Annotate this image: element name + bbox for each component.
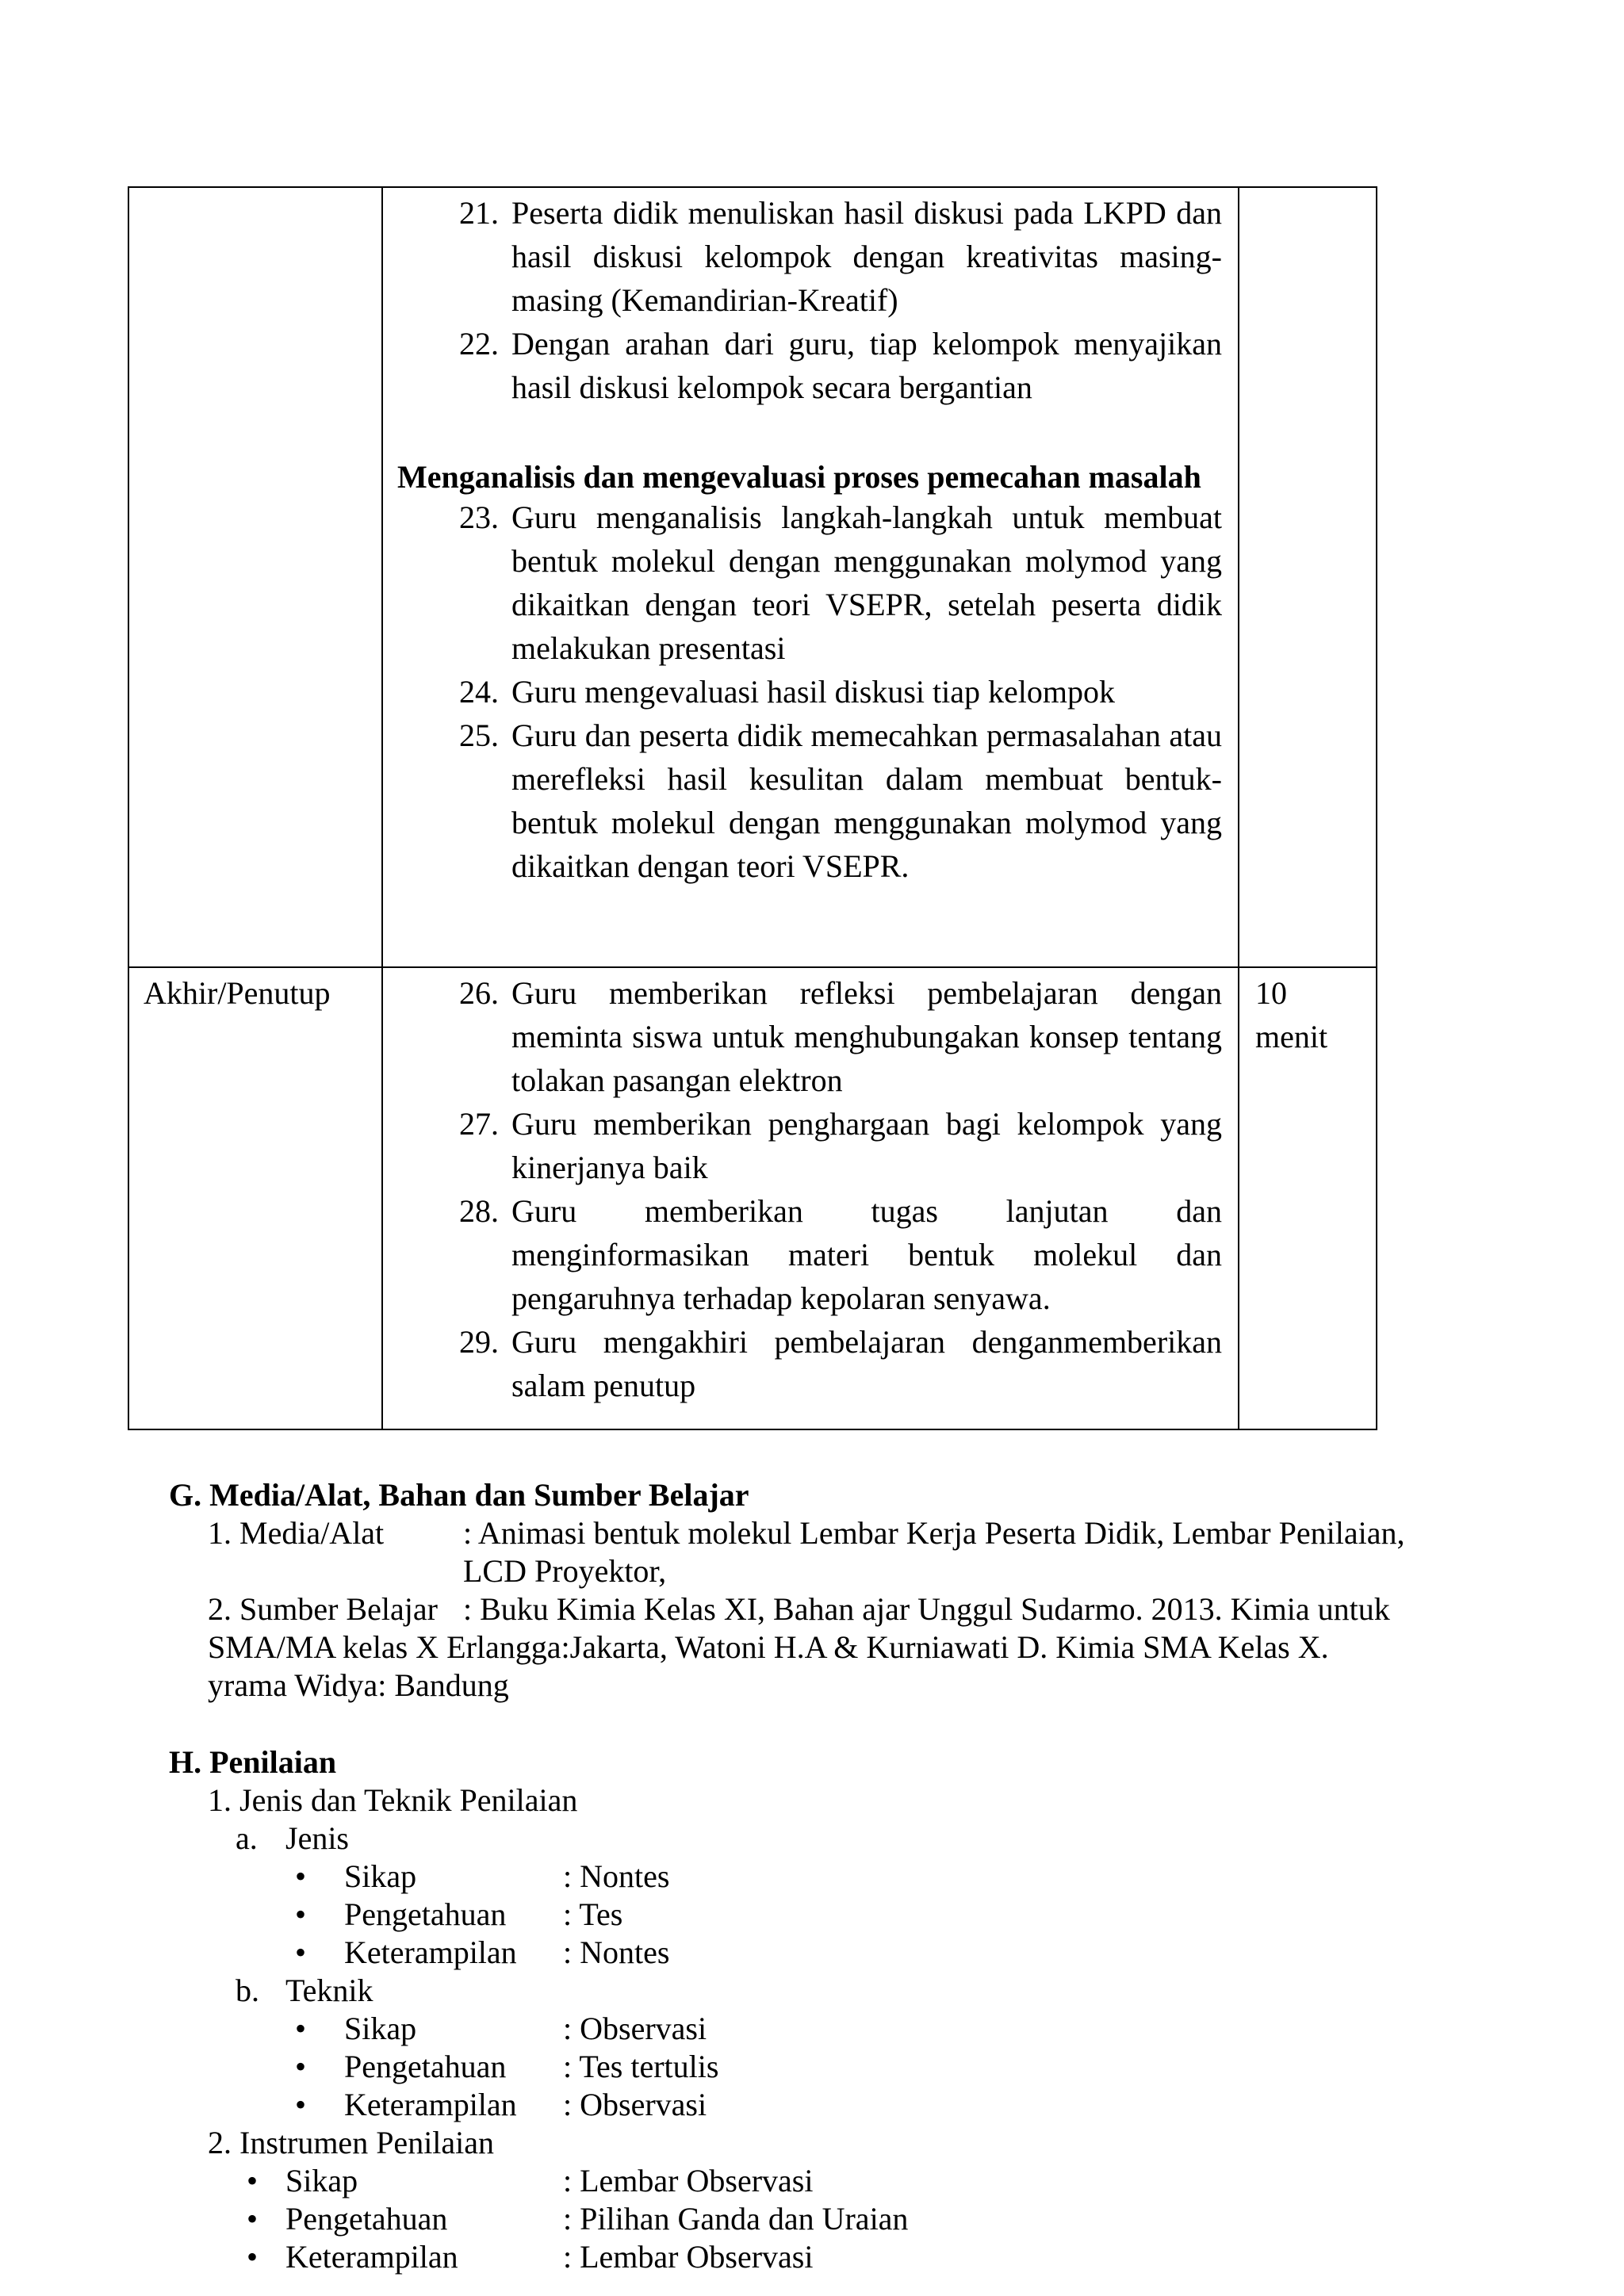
- section-h-heading: H. Penilaian: [169, 1744, 337, 1780]
- table-cell-time: [1239, 187, 1377, 967]
- list-item: [397, 670, 1222, 714]
- item-text: Guru menganalisis langkah-langkah untuk membuat bentuk molekul dengan menggunakan molymod yang dikaitkan dengan teori VSEPR, setelah peserta didik melakukan presentasi: [511, 499, 1222, 666]
- table-cell-activities: [382, 187, 1239, 967]
- teknik-label: Sikap: [344, 2011, 417, 2046]
- table-cell-stage: [128, 187, 382, 967]
- jenis-label: Sikap: [344, 1858, 417, 1894]
- item-text: Guru memberikan penghargaan bagi kelompok yang kinerjanya baik: [511, 1106, 1222, 1185]
- list-item: [397, 1320, 1222, 1407]
- table-row: [128, 967, 1377, 1429]
- jenis-label: Pengetahuan: [344, 1896, 507, 1932]
- bullet-icon: •: [295, 1934, 307, 1970]
- item-number: 22.: [459, 326, 499, 362]
- instrumen-label: Sikap: [285, 2163, 358, 2198]
- activity-list: [397, 496, 1222, 888]
- list-item: [397, 322, 1222, 409]
- media-value: : Animasi bentuk molekul Lembar Kerja Peserta Didik, Lembar Penilaian,: [463, 1515, 1405, 1551]
- item-number: 26.: [459, 975, 499, 1011]
- table-cell-time: [1239, 967, 1377, 1429]
- bullet-icon: •: [247, 2163, 259, 2198]
- section-g-heading: G. Media/Alat, Bahan dan Sumber Belajar: [169, 1477, 749, 1513]
- sumber-value-cont: SMA/MA kelas X Erlangga:Jakarta, Watoni H.A & Kurniawati D. Kimia SMA Kelas X.: [208, 1629, 1329, 1665]
- table-cell-stage: Akhir/Penutup: [128, 967, 382, 1429]
- list-item: [397, 191, 1222, 322]
- item-number: 21.: [459, 195, 499, 231]
- sumber-value-cont: yrama Widya: Bandung: [208, 1667, 509, 1703]
- instrumen-value: : Pilihan Ganda dan Uraian: [563, 2201, 909, 2237]
- list-marker: b.: [236, 1973, 259, 2008]
- duration-unit: menit: [1255, 1019, 1328, 1054]
- jenis-value: : Nontes: [563, 1858, 670, 1894]
- activity-list: [397, 971, 1222, 1407]
- media-value-cont: LCD Proyektor,: [463, 1553, 667, 1589]
- activity-table: [128, 186, 1377, 1430]
- activity-list: [397, 191, 1222, 409]
- jenis-title: Jenis: [285, 1820, 349, 1856]
- subsection-title: 2. Instrumen Penilaian: [208, 2125, 495, 2160]
- bullet-icon: •: [295, 1858, 307, 1894]
- teknik-value: : Observasi: [563, 2011, 707, 2046]
- bullet-icon: •: [247, 2239, 259, 2275]
- teknik-value: : Observasi: [563, 2087, 707, 2122]
- list-marker: a.: [236, 1820, 258, 1856]
- item-number: 25.: [459, 718, 499, 753]
- bullet-icon: •: [295, 2011, 307, 2046]
- jenis-value: : Nontes: [563, 1934, 670, 1970]
- item-text: Peserta didik menuliskan hasil diskusi pada LKPD dan hasil diskusi kelompok dengan kreativitas masing-masing (Kemandirian-Kreatif): [511, 195, 1222, 318]
- media-label: 1. Media/Alat: [208, 1515, 385, 1551]
- table-row: [128, 187, 1377, 967]
- list-item: [397, 971, 1222, 1102]
- item-text: Dengan arahan dari guru, tiap kelompok menyajikan hasil diskusi kelompok secara bergantian: [511, 326, 1222, 405]
- bullet-icon: •: [295, 2087, 307, 2122]
- item-number: 23.: [459, 499, 499, 535]
- instrumen-label: Keterampilan: [285, 2239, 458, 2275]
- bullet-icon: •: [295, 1896, 307, 1932]
- teknik-label: Keterampilan: [344, 2087, 517, 2122]
- item-text: Guru mengevaluasi hasil diskusi tiap kelompok: [511, 674, 1115, 710]
- item-text: Guru mengakhiri pembelajaran denganmemberikan salam penutup: [511, 1324, 1222, 1403]
- list-item: [397, 1102, 1222, 1189]
- item-number: 24.: [459, 674, 499, 710]
- sumber-label: 2. Sumber Belajar: [208, 1591, 438, 1627]
- teknik-label: Pengetahuan: [344, 2049, 507, 2084]
- item-number: 27.: [459, 1106, 499, 1142]
- jenis-label: Keterampilan: [344, 1934, 517, 1970]
- bullet-icon: •: [295, 2049, 307, 2084]
- subsection-title: 1. Jenis dan Teknik Penilaian: [208, 1782, 578, 1818]
- duration-number: 10: [1255, 975, 1287, 1011]
- jenis-value: : Tes: [563, 1896, 623, 1932]
- item-text: Guru dan peserta didik memecahkan permasalahan atau merefleksi hasil kesulitan dalam membuat bentuk-bentuk molekul dengan menggunakan molymod yang dikaitkan dengan teori VSEPR.: [511, 718, 1222, 884]
- list-item: [397, 496, 1222, 670]
- item-text: Guru memberikan tugas lanjutan dan menginformasikan materi bentuk molekul dan pengaruhnya terhadap kepolaran senyawa.: [511, 1193, 1222, 1316]
- table-cell-activities: [382, 967, 1239, 1429]
- instrumen-value: : Lembar Observasi: [563, 2239, 814, 2275]
- bullet-icon: •: [247, 2201, 259, 2237]
- teknik-value: : Tes tertulis: [563, 2049, 719, 2084]
- item-number: 29.: [459, 1324, 499, 1360]
- list-item: [397, 1189, 1222, 1320]
- item-text: Guru memberikan refleksi pembelajaran dengan meminta siswa untuk menghubungakan konsep tentang tolakan pasangan elektron: [511, 975, 1222, 1098]
- subheading: Menganalisis dan mengevaluasi proses pemecahan masalah: [397, 459, 1201, 495]
- teknik-title: Teknik: [285, 1973, 373, 2008]
- item-number: 28.: [459, 1193, 499, 1229]
- instrumen-label: Pengetahuan: [285, 2201, 448, 2237]
- instrumen-value: : Lembar Observasi: [563, 2163, 814, 2198]
- list-item: [397, 714, 1222, 888]
- sumber-value: : Buku Kimia Kelas XI, Bahan ajar Unggul Sudarmo. 2013. Kimia untuk: [463, 1591, 1390, 1627]
